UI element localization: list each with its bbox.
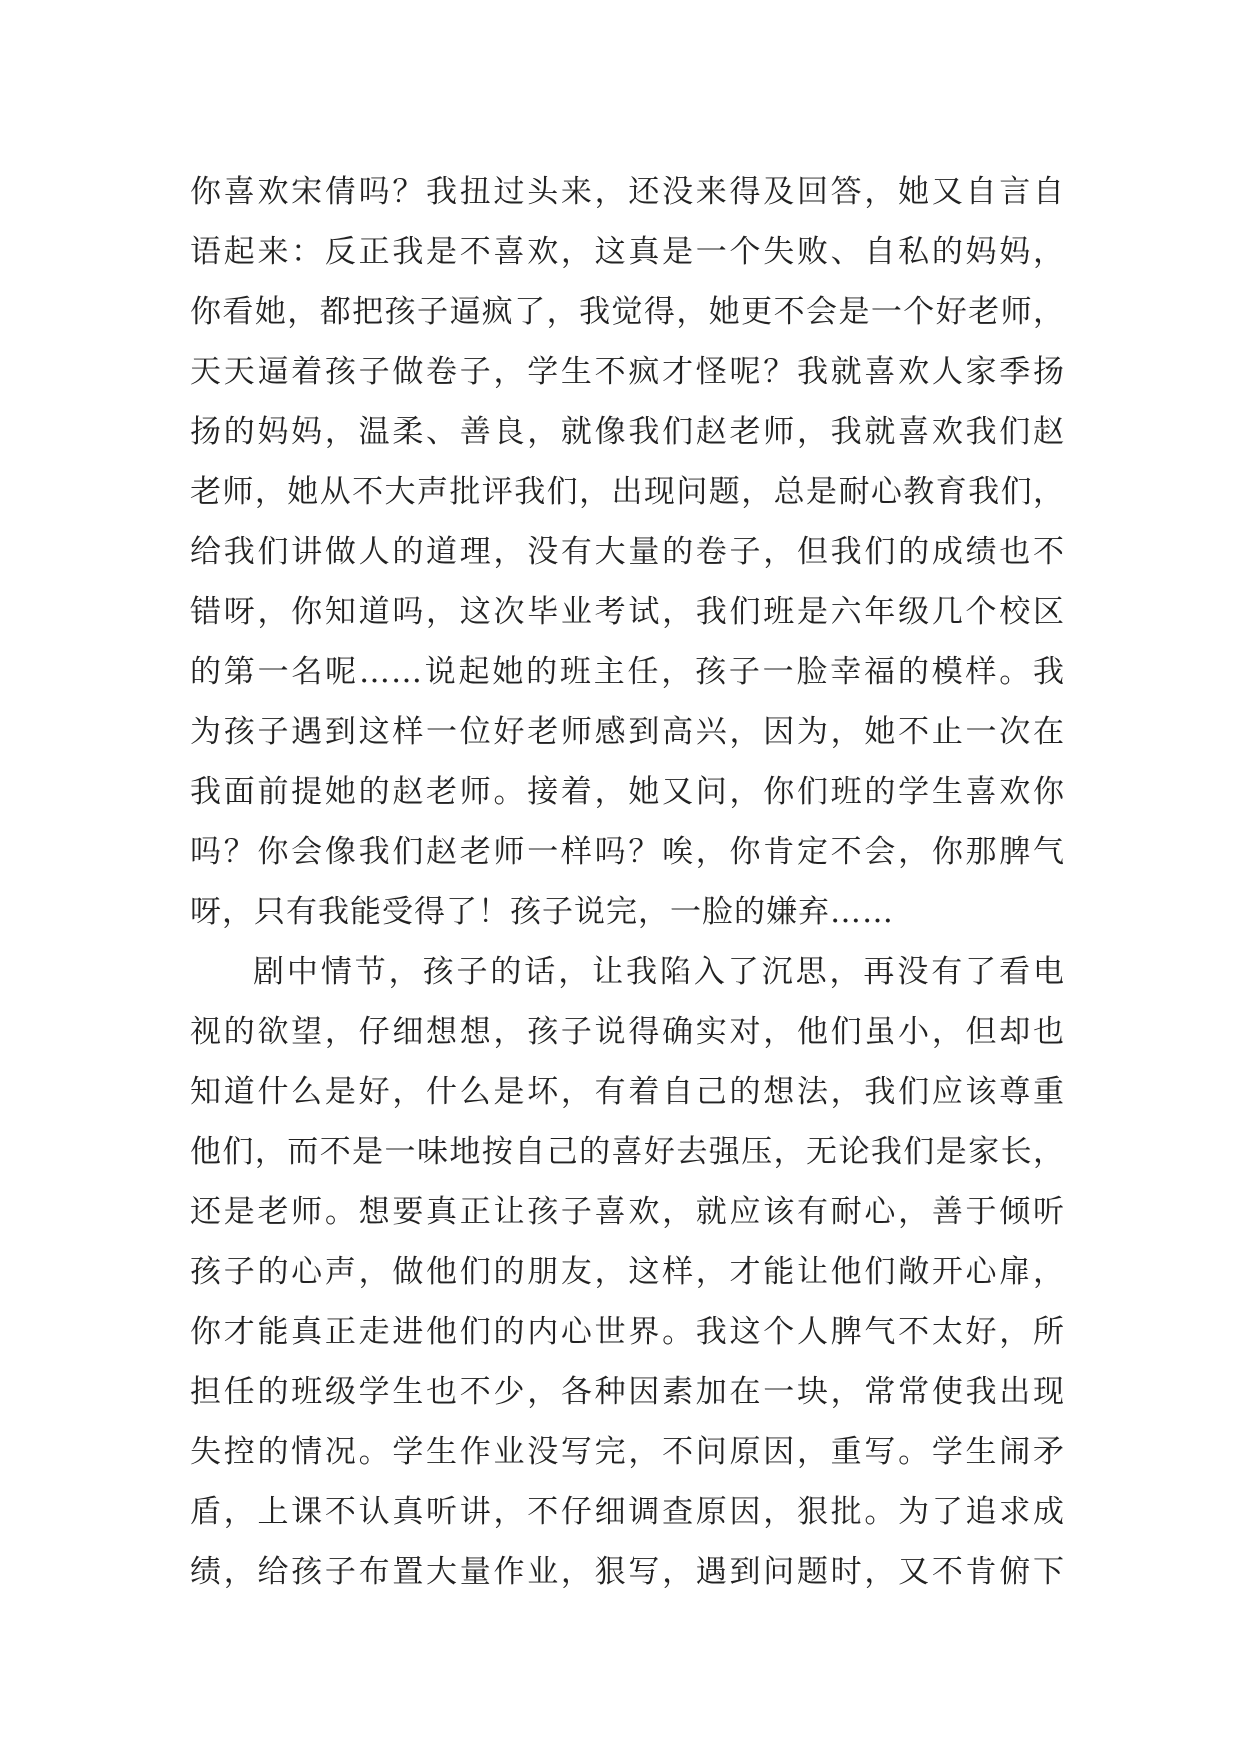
text-line: 天天逼着孩子做卷子，学生不疯才怪呢？我就喜欢人家季扬 bbox=[190, 354, 1065, 390]
text-line: 你才能真正走进他们的内心世界。我这个人脾气不太好，所 bbox=[190, 1314, 1065, 1350]
text-line: 还是老师。想要真正让孩子喜欢，就应该有耐心，善于倾听 bbox=[190, 1194, 1065, 1230]
text-line: 知道什么是好，什么是坏，有着自己的想法，我们应该尊重 bbox=[190, 1074, 1065, 1110]
text-line: 扬的妈妈，温柔、善良，就像我们赵老师，我就喜欢我们赵 bbox=[190, 414, 1065, 450]
body-text bbox=[190, 162, 1065, 1602]
text-line: 老师，她从不大声批评我们，出现问题，总是耐心教育我们， bbox=[190, 474, 1065, 510]
text-line: 失控的情况。学生作业没写完，不问原因，重写。学生闹矛 bbox=[190, 1434, 1065, 1470]
text-line: 视的欲望，仔细想想，孩子说得确实对，他们虽小，但却也 bbox=[190, 1014, 1065, 1050]
text-line: 绩，给孩子布置大量作业，狠写，遇到问题时，又不肯俯下 bbox=[190, 1554, 1065, 1590]
text-line-paragraph-start: 剧中情节，孩子的话，让我陷入了沉思，再没有了看电 bbox=[253, 954, 1065, 990]
text-line: 你看她，都把孩子逼疯了，我觉得，她更不会是一个好老师， bbox=[190, 294, 1065, 330]
text-line: 他们，而不是一味地按自己的喜好去强压，无论我们是家长， bbox=[190, 1134, 1065, 1170]
text-line: 吗？你会像我们赵老师一样吗？唉，你肯定不会，你那脾气 bbox=[190, 834, 1065, 870]
text-line: 担任的班级学生也不少，各种因素加在一块，常常使我出现 bbox=[190, 1374, 1065, 1410]
text-line: 错呀，你知道吗，这次毕业考试，我们班是六年级几个校区 bbox=[190, 594, 1065, 630]
text-line: 给我们讲做人的道理，没有大量的卷子，但我们的成绩也不 bbox=[190, 534, 1065, 570]
text-line: 孩子的心声，做他们的朋友，这样，才能让他们敞开心扉， bbox=[190, 1254, 1065, 1290]
text-line: 盾，上课不认真听讲，不仔细调查原因，狠批。为了追求成 bbox=[190, 1494, 1065, 1530]
text-line: 你喜欢宋倩吗？我扭过头来，还没来得及回答，她又自言自 bbox=[190, 174, 1065, 210]
text-line: 语起来：反正我是不喜欢，这真是一个失败、自私的妈妈， bbox=[190, 234, 1065, 270]
text-line: 我面前提她的赵老师。接着，她又问，你们班的学生喜欢你 bbox=[190, 774, 1065, 810]
text-line: 的第一名呢……说起她的班主任，孩子一脸幸福的模样。我 bbox=[190, 654, 1065, 690]
text-line-paragraph-end: 呀，只有我能受得了！孩子说完，一脸的嫌弃…… bbox=[190, 894, 894, 930]
text-line: 为孩子遇到这样一位好老师感到高兴，因为，她不止一次在 bbox=[190, 714, 1065, 750]
